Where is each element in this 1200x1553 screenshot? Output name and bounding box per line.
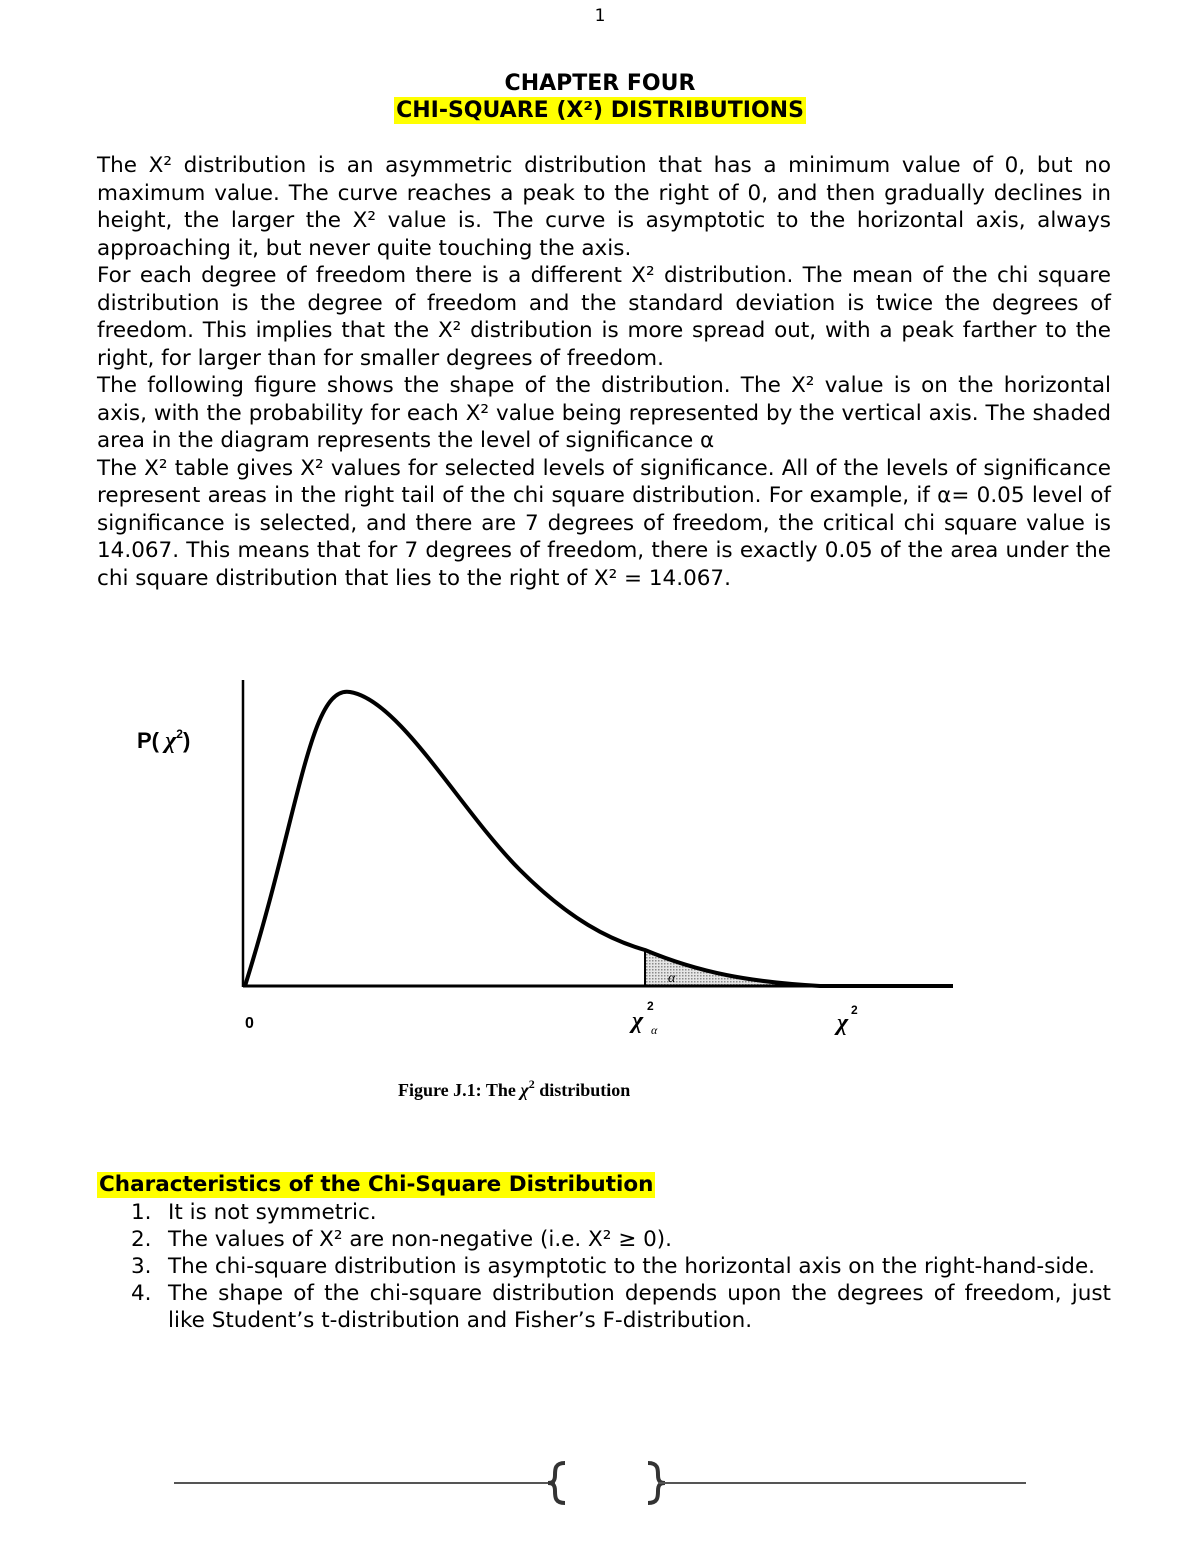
list-number: 3. [131, 1254, 152, 1279]
distribution-curve [245, 692, 953, 986]
list-item [97, 1253, 1111, 1280]
characteristics-list [97, 1199, 1111, 1334]
critical-label-main: χ [632, 1008, 644, 1034]
list-item [97, 1199, 1111, 1226]
shaded-area-label: α [668, 971, 676, 986]
critical-label-sub: α [651, 1023, 658, 1037]
characteristics-heading: Characteristics of the Chi-Square Distribution [99, 1172, 654, 1197]
caption-suffix: distribution [534, 1080, 631, 1100]
caption-symbol: χ [520, 1080, 529, 1100]
footer-ornament [170, 1455, 1030, 1515]
list-text: The shape of the chi-square distribution depends upon the degrees of freedom, just like Student’s t-distribution and Fisher’s F-distribution. [168, 1281, 1111, 1333]
paragraph-degrees-of-freedom: For each degree of freedom there is a different X² distribution. The mean of the chi square distribution is the degree of freedom and the standard deviation is twice the degrees of freedom. This implies that the X² distribution is more spread out, with a peak farther to the right, for larger than for smaller degrees of freedom. [97, 263, 1111, 371]
x-axis-label-main: χ [837, 1010, 849, 1036]
x-axis-label-sup: 2 [851, 1003, 858, 1017]
list-item [97, 1280, 1111, 1334]
origin-label: 0 [245, 1015, 254, 1032]
title-block [0, 70, 1200, 124]
chi-square-figure [100, 660, 1000, 1120]
chapter-title: CHAPTER FOUR [504, 71, 696, 96]
list-number: 4. [131, 1281, 152, 1306]
list-text: It is not symmetric. [168, 1200, 377, 1225]
x-axis-label [834, 1010, 849, 1036]
list-text: The values of X² are non-negative (i.e. X² ≥ 0). [168, 1227, 672, 1252]
paragraph-definition: The X² distribution is an asymmetric distribution that has a minimum value of 0, but no maximum value. The curve reaches a peak to the right of 0, and then gradually declines in height, the larger the X² value is. The curve is asymptotic to the horizontal axis, always approaching it, but never quite touching the axis. [97, 153, 1111, 261]
y-axis-label: P( $\chi^2$) [137, 727, 191, 754]
list-number: 2. [131, 1227, 152, 1252]
list-number: 1. [131, 1200, 152, 1225]
paragraph-table-example: The X² table gives X² values for selected levels of significance. All of the levels of significance represent areas in the right tail of the chi square distribution. For example, if α= 0.05 level of significance is selected, and there are 7 degrees of freedom, the critical chi square value is 14.067. This means that for 7 degrees of freedom, there is exactly 0.05 of the area under the chi square distribution that lies to the right of X² = 14.067. [97, 455, 1111, 591]
list-item [97, 1226, 1111, 1253]
paragraph-figure-description: The following figure shows the shape of the distribution. The X² value is on the horizontal axis, with the probability for each X² value being represented by the vertical axis. The shaded area in the diagram represents the level of significance α [97, 373, 1111, 453]
page-footer [170, 1455, 1030, 1515]
chapter-subtitle: CHI-SQUARE (X²) DISTRIBUTIONS [396, 98, 804, 123]
critical-label-sup: 2 [647, 999, 654, 1013]
footer-left-brace [548, 1463, 565, 1503]
chi-square-diagram [100, 660, 1000, 1120]
figure-caption [398, 1077, 630, 1100]
list-text: The chi-square distribution is asymptotic to the horizontal axis on the right-hand-side. [168, 1254, 1096, 1279]
body-text [97, 152, 1111, 592]
critical-value-label [629, 1008, 644, 1034]
caption-prefix: Figure J.1: The [398, 1080, 521, 1100]
caption-sup: 2 [528, 1077, 535, 1091]
page-number: 1 [594, 6, 606, 26]
